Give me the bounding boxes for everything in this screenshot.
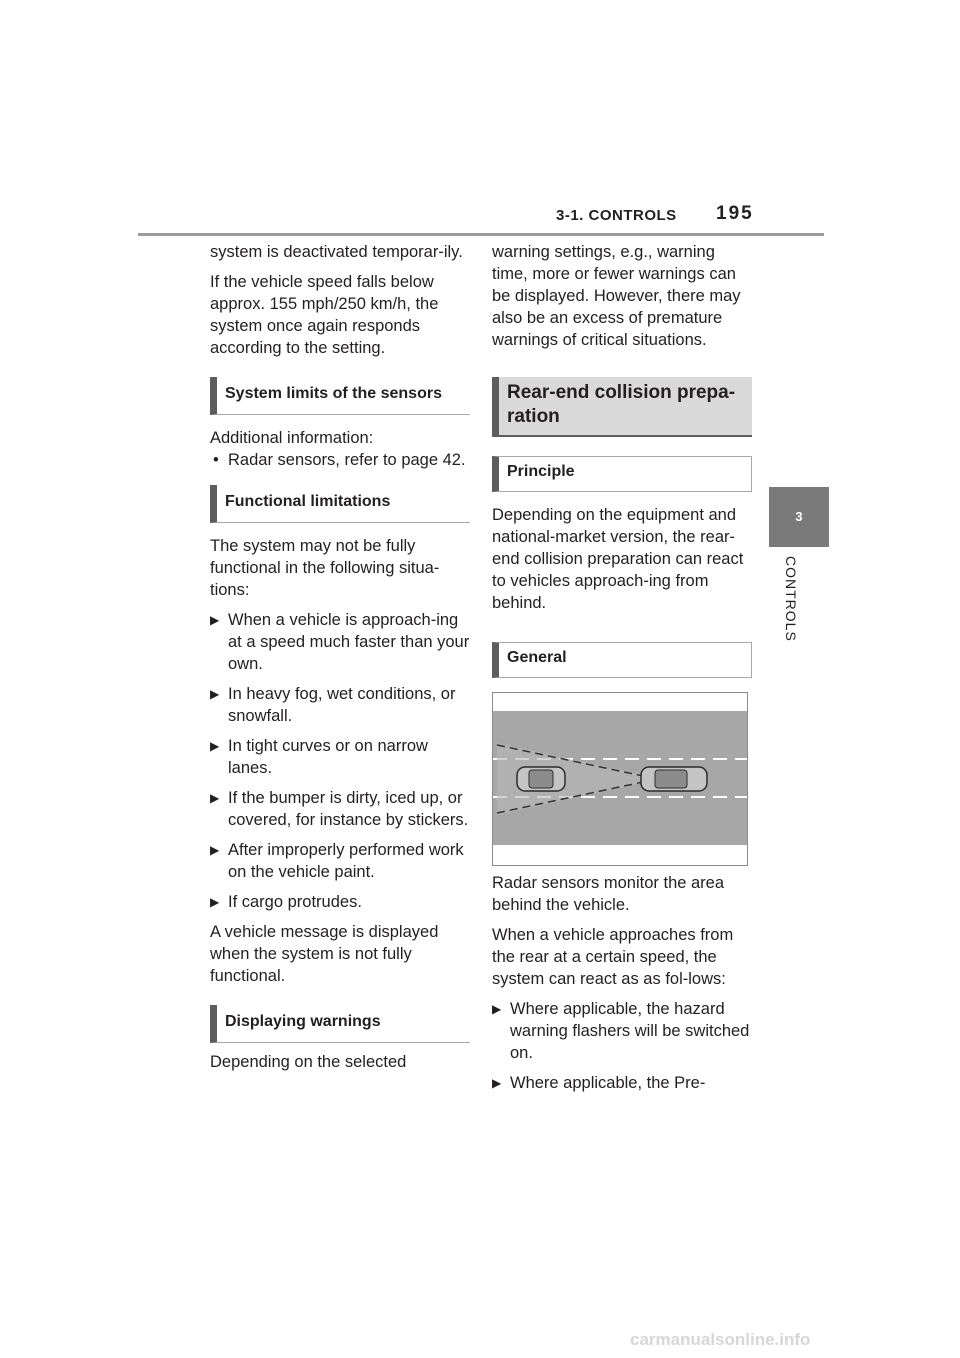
heading-rear-end-collision: Rear-end collision prepa-ration (492, 377, 752, 437)
general-paragraph-1: Radar sensors monitor the area behind the vehicle. (492, 874, 725, 914)
radar-monitoring-icon (493, 693, 747, 865)
heading-sensor-limits: System limits of the sensors (210, 377, 470, 415)
warnings-text-continued: warning settings, e.g., warning time, more or fewer warnings can be displayed. However, there may also be an excess of premature warnings of critical situations. (492, 243, 741, 349)
list-item: ▶ Where applicable, the hazard warning flashers will be switched on. (492, 998, 752, 1064)
list-item: ▶ Where applicable, the Pre- (492, 1072, 752, 1094)
heading-functional-limitations: Functional limitations (210, 485, 470, 523)
vehicle-message-text: A vehicle message is displayed when the system is not fully functional. (210, 923, 439, 985)
intro-paragraph-2: If the vehicle speed falls below approx. 155 mph/250 km/h, the system once again responds according to the setting. (210, 273, 439, 357)
intro-paragraph-1: system is deactivated temporar-ily. (210, 243, 463, 261)
list-item: ▶ When a vehicle is approach-ing at a speed much faster than your own. (210, 609, 470, 675)
reactions-list (492, 998, 752, 1094)
heading-displaying-warnings: Displaying warnings (210, 1005, 470, 1043)
warnings-text-start: Depending on the selected (210, 1053, 407, 1071)
list-item: ▶ If cargo protrudes. (210, 891, 470, 913)
section-title: 3-1. CONTROLS (556, 207, 677, 224)
general-paragraph-2: When a vehicle approaches from the rear at a certain speed, the system can react as as fol-lows: (492, 926, 734, 988)
limitations-list (210, 609, 470, 913)
list-item: ▶ After improperly performed work on the vehicle paint. (210, 839, 470, 883)
watermark: carmanualsonline.info (630, 1330, 811, 1349)
header-rule (138, 233, 824, 236)
additional-info-label: Additional information: (210, 429, 374, 447)
heading-general: General (492, 642, 752, 678)
radar-reference-item: • Radar sensors, refer to page 42. (210, 449, 470, 471)
list-item: ▶ In tight curves or on narrow lanes. (210, 735, 470, 779)
host-car-icon (641, 767, 707, 791)
list-item: ▶ If the bumper is dirty, iced up, or covered, for instance by stickers. (210, 787, 470, 831)
right-column (492, 241, 752, 1102)
page-number: 195 (716, 203, 754, 224)
chapter-tab-label: CONTROLS (783, 556, 799, 642)
radar-list (210, 449, 470, 471)
heading-principle: Principle (492, 456, 752, 492)
principle-text: Depending on the equipment and national-market version, the rear-end collision preparation can react to vehicles approach-ing from behind. (492, 506, 744, 612)
following-car-icon (517, 767, 565, 791)
radar-monitoring-figure (492, 692, 748, 866)
chapter-tab-number: 3 (769, 487, 829, 547)
list-item: ▶ In heavy fog, wet conditions, or snowfall. (210, 683, 470, 727)
left-column (210, 241, 470, 1081)
functional-intro: The system may not be fully functional in the following situa-tions: (210, 537, 440, 599)
